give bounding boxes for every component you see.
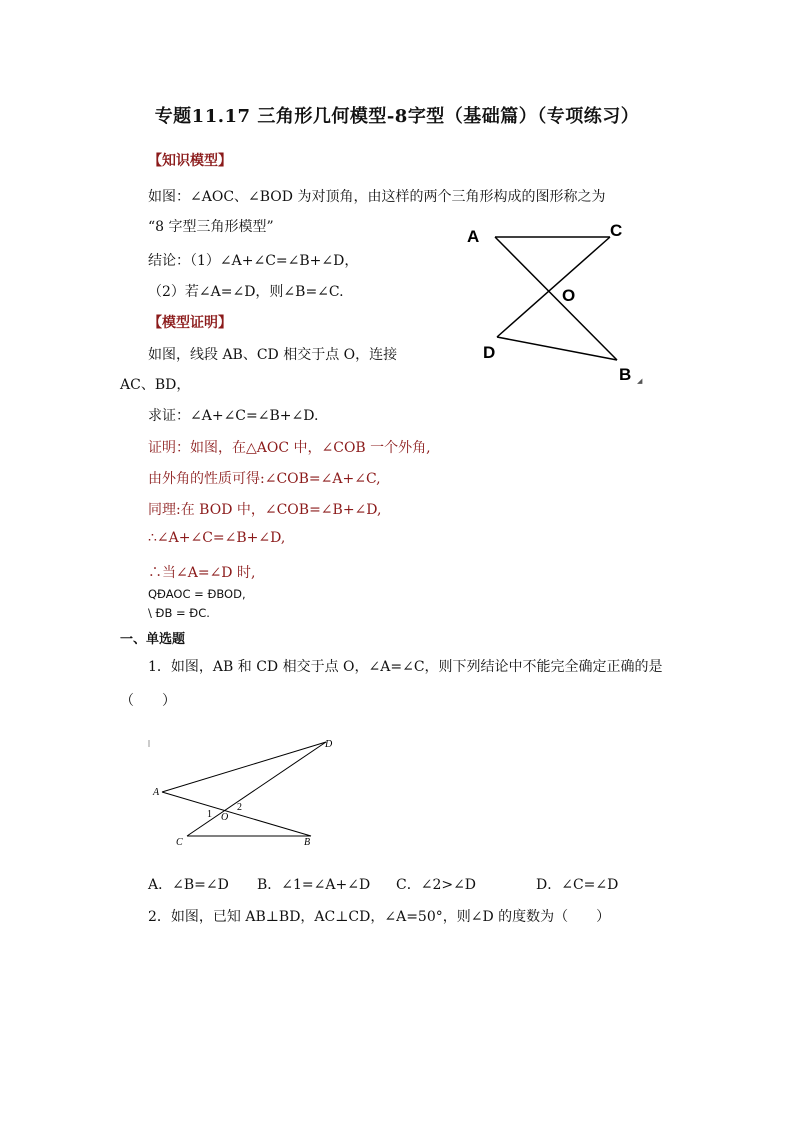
proof-heading: 【模型证明】 <box>148 315 232 331</box>
segment-ab <box>495 237 617 360</box>
segment-ab-q1 <box>162 792 311 836</box>
segment-ad <box>162 742 326 792</box>
proof-line-3: 求证：∠A+∠C=∠B+∠D. <box>148 408 319 424</box>
label-a-q1: A <box>153 787 160 798</box>
label-o: O <box>562 286 576 305</box>
q1-option-b[interactable]: B．∠1=∠A+∠D <box>257 877 371 893</box>
q1-text: 1．如图，AB 和 CD 相交于点 O，∠A=∠C，则下列结论中不能完全确定正确的是 <box>148 659 663 675</box>
corner-mark: ◢ <box>637 377 643 385</box>
segment-dc <box>187 742 326 836</box>
knowledge-line-2: “8 字型三角形模型” <box>148 219 274 235</box>
knowledge-line-1: 如图：∠AOC、∠BOD 为对顶角，由这样的两个三角形构成的图形称之为 <box>148 189 606 205</box>
label-d: D <box>483 343 496 362</box>
proof-red-2: 由外角的性质可得:∠COB=∠A+∠C, <box>148 471 381 487</box>
proof-red-3: 同理:在 BOD 中，∠COB=∠B+∠D, <box>148 502 382 518</box>
label-c: C <box>610 221 623 240</box>
figure-q1 <box>145 732 345 850</box>
page-title: 专题11.17 三角形几何模型-8字型（基础篇）（专项练习） <box>154 106 640 127</box>
proof-line-1: 如图，线段 AB、CD 相交于点 O，连接 <box>148 347 398 363</box>
q1-option-a[interactable]: A．∠B=∠D <box>148 877 229 893</box>
q1-option-c[interactable]: C．∠2>∠D <box>396 877 477 893</box>
segment-db <box>497 337 617 360</box>
label-a: A <box>467 227 480 246</box>
label-b-q1: B <box>304 837 311 848</box>
angle-2-label: 2 <box>237 802 242 813</box>
segment-cd <box>497 237 610 337</box>
label-b: B <box>619 365 632 384</box>
section-heading: 一、单选题 <box>120 632 186 647</box>
proof-line-2: AC、BD， <box>120 377 191 393</box>
angle-1-label: 1 <box>207 809 212 820</box>
proof-red-5: ∴当∠A=∠D 时, <box>148 565 256 581</box>
proof-red-1: 证明：如图，在△AOC 中，∠COB 一个外角, <box>148 440 431 456</box>
label-c-q1: C <box>176 837 183 848</box>
garbled-line-2: \ ÐB = ÐC. <box>148 606 210 620</box>
knowledge-heading: 【知识模型】 <box>148 153 232 169</box>
conclusion-1: 结论：（1）∠A+∠C=∠B+∠D， <box>148 253 359 269</box>
q2-text: 2．如图，已知 AB⊥BD，AC⊥CD，∠A=50°，则∠D 的度数为（ ） <box>148 909 611 925</box>
figure-8-model <box>455 215 655 390</box>
q1-answer-paren: （ ） <box>120 693 176 709</box>
label-d-q1: D <box>325 739 333 750</box>
garbled-line-1: QÐAOC = ÐBOD, <box>148 587 246 601</box>
proof-red-4: ∴∠A+∠C=∠B+∠D, <box>148 530 286 546</box>
label-o-q1: O <box>221 812 229 823</box>
conclusion-2: （2）若∠A=∠D，则∠B=∠C. <box>148 284 344 300</box>
q1-option-d[interactable]: D．∠C=∠D <box>536 877 619 893</box>
